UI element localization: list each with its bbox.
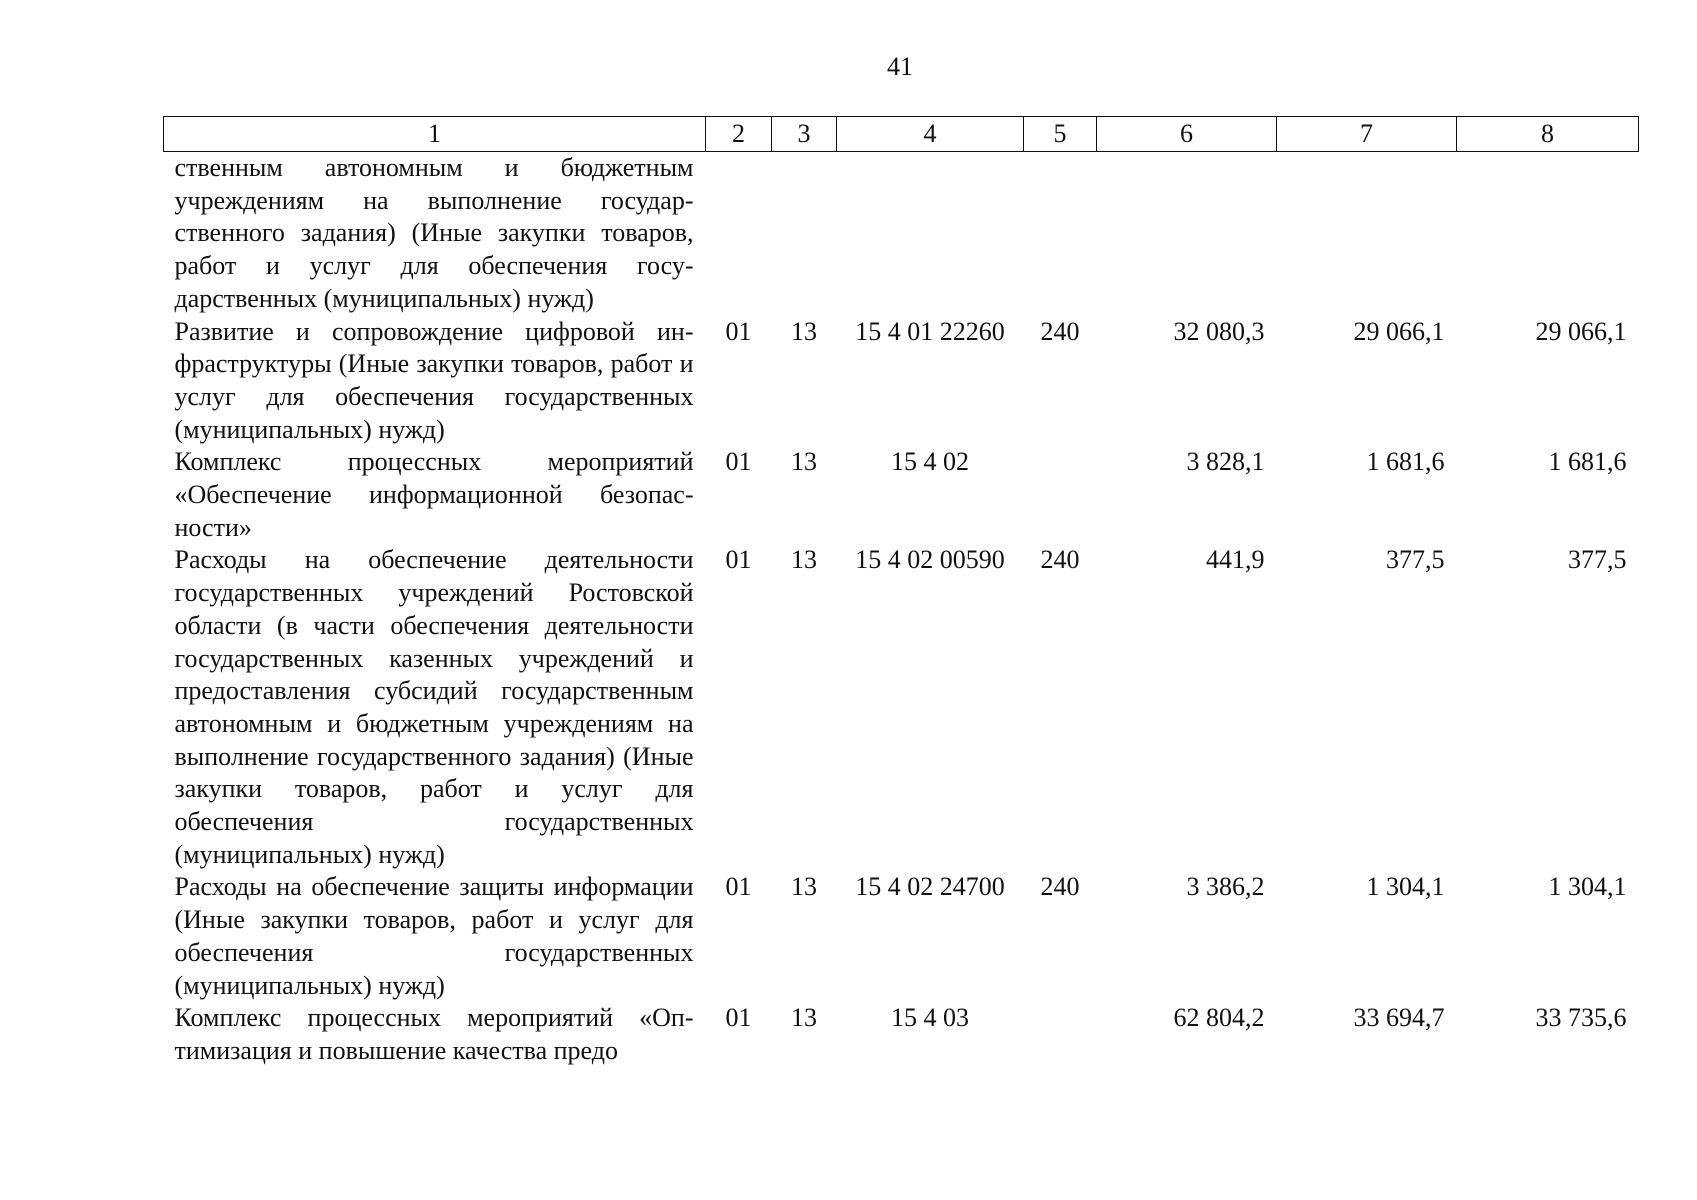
header-row <box>164 117 1639 152</box>
column-header: 2 <box>706 117 772 152</box>
target-article-code: 15 4 01 22260 <box>855 316 1005 346</box>
row-description: Расходы на обеспечение защиты информации (Иные закупки товаров, работ и услуг для обеспечения государственных (муниципальных) нужд) <box>174 872 694 1000</box>
amount-col-8: 29 066,1 <box>1535 316 1627 346</box>
section-code: 01 <box>725 447 752 477</box>
row-description: Комплекс процессных мероприятий «Обеспечение информационной безопасности» <box>174 447 694 542</box>
expense-type-code: 240 <box>1040 872 1080 902</box>
section-code: 01 <box>725 545 752 575</box>
amount-col-6: 62 804,2 <box>1173 1003 1265 1033</box>
column-header: 7 <box>1277 117 1457 152</box>
subsection-code: 13 <box>791 316 817 346</box>
amount-col-7: 29 066,1 <box>1353 316 1445 346</box>
amount-col-8: 33 735,6 <box>1535 1003 1627 1033</box>
expense-type-code: 240 <box>1040 545 1080 575</box>
target-article-code: 15 4 02 24700 <box>855 872 1005 902</box>
target-article-code: 15 4 02 00590 <box>855 545 1005 575</box>
table-row <box>164 1002 1639 1067</box>
page-number: 41 <box>887 52 913 81</box>
subsection-code: 13 <box>791 447 817 477</box>
table-row <box>164 871 1639 1002</box>
table-body <box>164 152 1639 1068</box>
subsection-code <box>772 152 837 316</box>
column-header: 5 <box>1024 117 1097 152</box>
target-article-code: 15 4 03 <box>891 1003 969 1033</box>
row-description: Развитие и сопровождение цифровой инфраструктуры (Иные закупки товаров, работ и услуг для обеспечения государственных (муниципальных) нужд) <box>174 316 694 444</box>
table-row <box>164 446 1639 544</box>
row-description: Расходы на обеспечение деятельности государственных учреждений Ростовской области (в части обеспечения деятельности государственных казенных учреждений и предоставления субсидий государственным автономным и бюджетным учреждениям на выполнение государственного задания) (Иные закупки товаров, работ и услуг для обеспечения государственных (муниципальных) нужд) <box>174 545 694 869</box>
subsection-code: 13 <box>791 1003 817 1033</box>
amount-col-8: 377,5 <box>1568 545 1627 575</box>
budget-table <box>163 116 1639 1068</box>
row-description: ственным автономным и бюджетным учреждениям на выполнение государственного задания) (Иные закупки товаров, работ и услуг для обеспечения государственных (муниципальных) нужд) <box>174 153 694 313</box>
amount-col-7 <box>1277 152 1457 316</box>
amount-col-6: 441,9 <box>1206 545 1265 575</box>
amount-col-8 <box>1457 152 1639 316</box>
section-code: 01 <box>725 1003 752 1033</box>
amount-col-7: 377,5 <box>1386 545 1445 575</box>
column-header: 4 <box>837 117 1024 152</box>
expense-type-code <box>1024 446 1097 544</box>
amount-col-6: 32 080,3 <box>1173 316 1265 346</box>
column-header: 3 <box>772 117 837 152</box>
table-row <box>164 544 1639 871</box>
amount-col-7: 1 681,6 <box>1366 447 1445 477</box>
table-row <box>164 316 1639 447</box>
table-header <box>164 117 1639 152</box>
section-code: 01 <box>725 872 752 902</box>
amount-col-6 <box>1097 152 1277 316</box>
expense-type-code: 240 <box>1040 316 1080 346</box>
target-article-code: 15 4 02 <box>891 447 969 477</box>
amount-col-7: 1 304,1 <box>1366 872 1445 902</box>
table-row <box>164 152 1639 316</box>
section-code: 01 <box>725 316 752 346</box>
expense-type-code <box>1024 1002 1097 1067</box>
subsection-code: 13 <box>791 545 817 575</box>
amount-col-8: 1 304,1 <box>1548 872 1627 902</box>
target-article-code <box>837 152 1024 316</box>
amount-col-6: 3 828,1 <box>1186 447 1265 477</box>
amount-col-7: 33 694,7 <box>1353 1003 1445 1033</box>
row-description: Комплекс процессных мероприятий «Оптимизация и повышение качества предо <box>174 1003 694 1065</box>
column-header: 8 <box>1457 117 1639 152</box>
amount-col-8: 1 681,6 <box>1548 447 1627 477</box>
expense-type-code <box>1024 152 1097 316</box>
column-header: 1 <box>164 117 706 152</box>
section-code <box>706 152 772 316</box>
column-header: 6 <box>1097 117 1277 152</box>
amount-col-6: 3 386,2 <box>1186 872 1265 902</box>
subsection-code: 13 <box>791 872 817 902</box>
